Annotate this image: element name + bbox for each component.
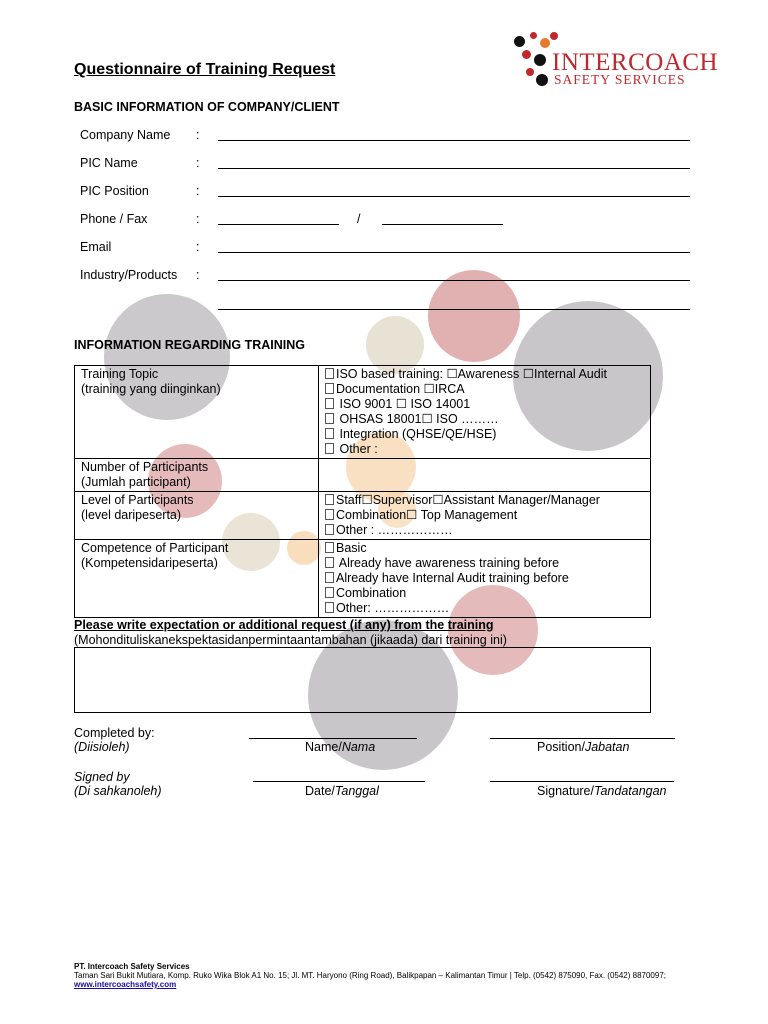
section-heading-training: INFORMATION REGARDING TRAINING [74, 338, 306, 352]
option-checkbox[interactable]: Basic [325, 541, 644, 556]
phone-field[interactable] [218, 224, 339, 225]
option-checkbox[interactable]: Combination☐ Top Management [325, 508, 644, 523]
date-caption: Date/Tanggal [305, 784, 379, 798]
signed-by-label-id: (Di sahkanoleh) [74, 784, 162, 798]
completed-position-field[interactable] [490, 738, 675, 739]
section-heading-basic: BASIC INFORMATION OF COMPANY/CLIENT [74, 100, 340, 114]
option-checkbox[interactable]: Integration (QHSE/QE/HSE) [325, 427, 644, 442]
row-label: Level of Participants [81, 493, 194, 507]
logo-dot [540, 38, 550, 48]
logo-dot [522, 50, 531, 59]
footer-company: PT. Intercoach Safety Services [74, 962, 190, 971]
logo-dot [534, 54, 546, 66]
field-colon: : [196, 212, 200, 226]
checkbox-icon [325, 494, 334, 505]
checkbox-icon [325, 413, 334, 424]
completed-name-field[interactable] [249, 738, 417, 739]
option-checkbox[interactable]: ISO based training: ☐Awareness ☐Internal Audit [325, 367, 644, 382]
checkbox-icon [325, 428, 334, 439]
option-checkbox[interactable]: Other : [325, 442, 644, 457]
logo-dot [536, 74, 548, 86]
option-checkbox[interactable]: Other: ……………… [325, 601, 644, 616]
pic-name-field[interactable] [218, 168, 690, 169]
row-label-cell [75, 492, 319, 540]
field-label-industry: Industry/Products [80, 268, 178, 282]
row-label-cell [75, 540, 319, 618]
completed-by-label: Completed by: [74, 726, 155, 740]
option-checkbox[interactable]: Other : ……………… [325, 523, 644, 538]
footer-website-link[interactable]: www.intercoachsafety.com [74, 980, 177, 989]
field-colon: : [196, 156, 200, 170]
option-checkbox[interactable]: ISO 9001 ☐ ISO 14001 [325, 397, 644, 412]
row-options-cell [319, 366, 651, 459]
row-label: Training Topic [81, 367, 159, 381]
field-label-pic-position: PIC Position [80, 184, 149, 198]
logo-sub-text: SAFETY SERVICES [554, 72, 686, 87]
option-checkbox[interactable]: Already have awareness training before [325, 556, 644, 571]
table-row [75, 492, 651, 540]
logo-dot [514, 36, 525, 47]
field-colon: : [196, 268, 200, 282]
signature-caption: Signature/Tandatangan [537, 784, 667, 798]
company-logo [512, 30, 719, 90]
logo-dot [550, 32, 558, 40]
expectation-heading: Please write expectation or additional request (if any) from the training [74, 618, 494, 632]
row-label: Competence of Participant [81, 541, 229, 555]
table-row [75, 366, 651, 459]
logo-dot [526, 68, 534, 76]
name-caption: Name/Nama [305, 740, 376, 754]
email-field[interactable] [218, 252, 690, 253]
checkbox-icon [325, 443, 334, 454]
option-checkbox[interactable]: Staff☐Supervisor☐Assistant Manager/Manager [325, 493, 644, 508]
row-options-cell [319, 492, 651, 540]
row-label: Number of Participants [81, 460, 209, 474]
expectation-subheading: (Mohondituliskanekspektasidanpermintaantambahan (jikaada) dari training ini) [74, 633, 507, 647]
decor-circle-red-top [428, 270, 520, 362]
row-sublabel: (Jumlah participant) [81, 475, 191, 489]
signed-by-label: Signed by [74, 770, 130, 784]
row-label-cell [75, 459, 319, 492]
row-sublabel: (Kompetensidaripeserta) [81, 556, 218, 570]
logo-dot [530, 32, 537, 39]
fax-field[interactable] [382, 224, 503, 225]
field-label-email: Email [80, 240, 112, 254]
logo-main-text: INTERCOACH [552, 49, 719, 76]
pic-position-field[interactable] [218, 196, 690, 197]
field-label-phone-fax: Phone / Fax [80, 212, 148, 226]
checkbox-icon [325, 542, 334, 553]
completed-by-label-id: (Diisioleh) [74, 740, 130, 754]
field-label-company-name: Company Name [80, 128, 171, 142]
table-row [75, 459, 651, 492]
row-options-cell [319, 540, 651, 618]
page-title: Questionnaire of Training Request [74, 61, 336, 78]
table-row [75, 540, 651, 618]
signed-signature-field[interactable] [490, 781, 674, 782]
checkbox-icon [325, 572, 334, 583]
position-caption: Position/Jabatan [537, 740, 630, 754]
row-sublabel: (training yang diinginkan) [81, 382, 221, 396]
checkbox-icon [325, 509, 334, 520]
checkbox-icon [325, 587, 334, 598]
field-colon: : [196, 128, 200, 142]
industry-field[interactable] [218, 280, 690, 281]
option-checkbox[interactable]: Already have Internal Audit training before [325, 571, 644, 586]
training-table [74, 365, 651, 618]
company-name-field[interactable] [218, 140, 690, 141]
industry-field-extra[interactable] [218, 309, 690, 310]
checkbox-icon [325, 383, 334, 394]
participants-count-field[interactable] [319, 459, 651, 492]
option-checkbox[interactable]: OHSAS 18001☐ ISO ……… [325, 412, 644, 427]
checkbox-icon [325, 602, 334, 613]
checkbox-icon [325, 368, 334, 379]
footer-address: Taman Sari Bukit Mutiara, Komp. Ruko Wika Blok A1 No. 15; Jl. MT. Haryono (Ring Road), Balikpapan – Kalimantan Timur | Telp. (0542) 875090, Fax. (0542) 8870097; [74, 971, 666, 980]
checkbox-icon [325, 524, 334, 535]
option-checkbox[interactable]: Documentation ☐IRCA [325, 382, 644, 397]
checkbox-icon [325, 398, 334, 409]
row-label-cell [75, 366, 319, 459]
option-checkbox[interactable]: Combination [325, 586, 644, 601]
field-label-pic-name: PIC Name [80, 156, 138, 170]
field-colon: : [196, 184, 200, 198]
signed-date-field[interactable] [253, 781, 425, 782]
field-colon: : [196, 240, 200, 254]
checkbox-icon [325, 557, 334, 568]
phone-fax-separator: / [357, 212, 361, 226]
row-sublabel: (level daripeserta) [81, 508, 182, 522]
expectation-textarea[interactable] [74, 647, 651, 713]
